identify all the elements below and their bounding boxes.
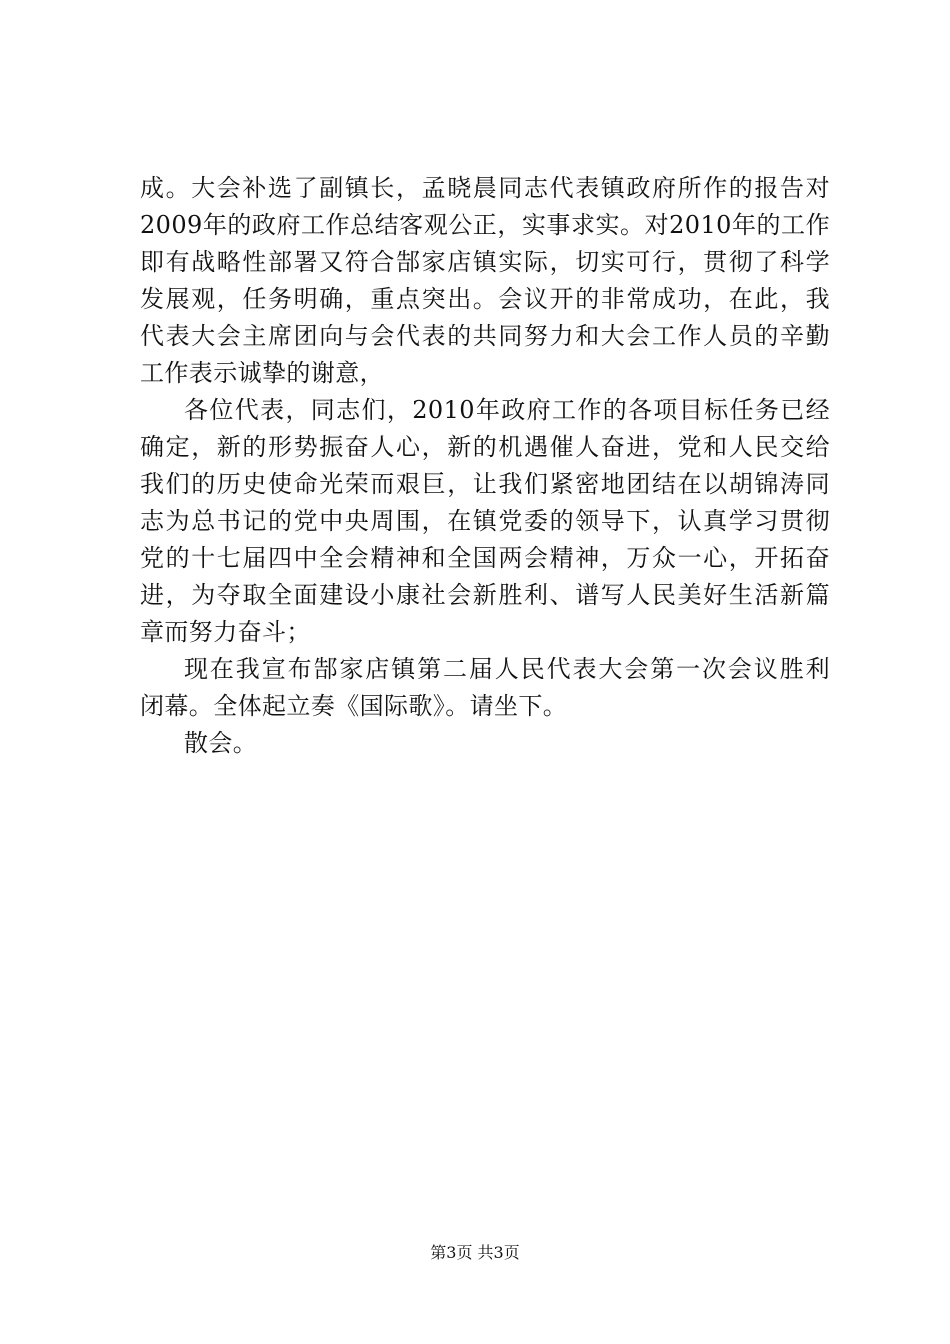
text-line: 章而努力奋斗； [140, 618, 311, 646]
text-line: 发展观，任务明确，重点突出。会议开的非常成功，在此，我 [140, 285, 830, 313]
text-line: 即有战略性部署又符合郜家店镇实际，切实可行，贯彻了科学 [140, 248, 830, 276]
text-line: 确定，新的形势振奋人心，新的机遇催人奋进，党和人民交给 [140, 433, 830, 461]
text-line: 代表大会主席团向与会代表的共同努力和大会工作人员的辛勤 [140, 322, 830, 350]
document-body [140, 170, 830, 762]
page-number-label: 第3页 共3页 [430, 1243, 520, 1262]
text-line: 散会。 [184, 729, 258, 757]
text-line: 进，为夺取全面建设小康社会新胜利、谱写人民美好生活新篇 [140, 581, 830, 609]
text-line: 志为总书记的党中央周围，在镇党委的领导下，认真学习贯彻 [140, 507, 830, 535]
text-line: 2009年的政府工作总结客观公正，实事求实。对2010年的工作 [140, 211, 830, 239]
text-line: 党的十七届四中全会精神和全国两会精神，万众一心，开拓奋 [140, 544, 830, 572]
text-line: 成。大会补选了副镇长，孟晓晨同志代表镇政府所作的报告对 [140, 174, 830, 202]
text-line: 工作表示诚挚的谢意， [140, 359, 384, 387]
text-line: 闭幕。全体起立奏《国际歌》。请坐下。 [140, 692, 568, 720]
text-line: 现在我宣布郜家店镇第二届人民代表大会第一次会议胜利 [184, 655, 830, 683]
page-footer [0, 1243, 950, 1263]
text-line: 我们的历史使命光荣而艰巨，让我们紧密地团结在以胡锦涛同 [140, 470, 830, 498]
text-line: 各位代表，同志们，2010年政府工作的各项目标任务已经 [184, 396, 830, 424]
